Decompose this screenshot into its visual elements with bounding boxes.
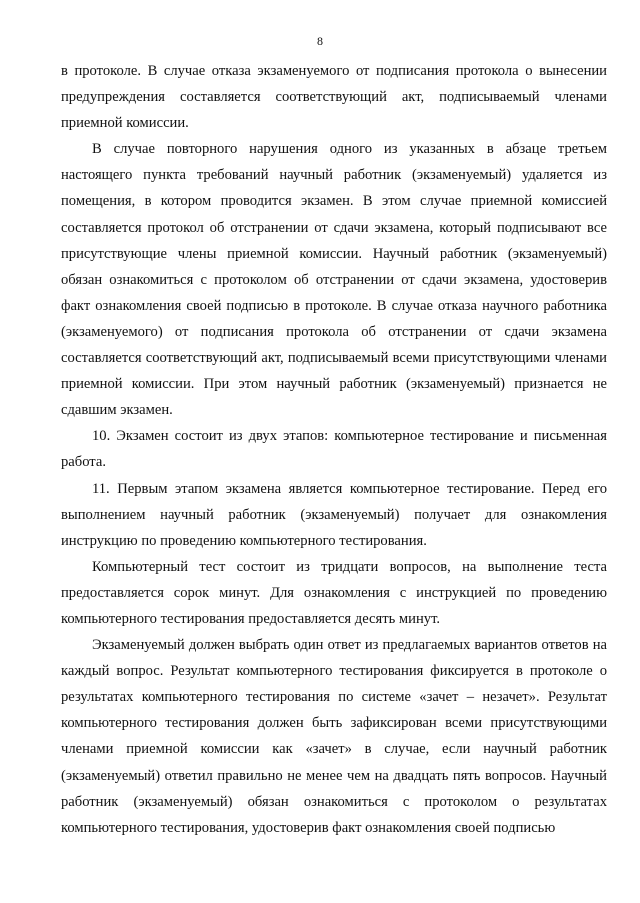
document-body	[61, 58, 607, 841]
paragraph-item-10: 10. Экзамен состоит из двух этапов: компьютерное тестирование и письменная работа.	[61, 428, 607, 471]
paragraph-continuation: в протоколе. В случае отказа экзаменуемого от подписания протокола о вынесении предупреждения составляется соответствующий акт, подписываемый членами приемной комиссии.	[61, 63, 607, 132]
page-number: 8	[317, 34, 323, 48]
paragraph-item-11: 11. Первым этапом экзамена является компьютерное тестирование. Перед его выполнением научный работник (экзаменуемый) получает для ознакомления инструкцию по проведению компьютерного тестирования.	[61, 480, 607, 549]
paragraph-test-duration: Компьютерный тест состоит из тридцати вопросов, на выполнение теста предоставляется сорок минут. Для ознакомления с инструкцией по проведению компьютерного тестирования предоставляется десять минут.	[61, 558, 607, 627]
paragraph-repeated-violation: В случае повторного нарушения одного из указанных в абзаце третьем настоящего пункта требований научный работник (экзаменуемый) удаляется из помещения, в котором проводится экзамен. В этом случае приемной комиссией составляется протокол об отстранении от сдачи экзамена, который подписывают все присутствующие члены приемной комиссии. Научный работник (экзаменуемый) обязан ознакомиться с протоколом об отстранении от сдачи экзамена, удостоверив факт ознакомления своей подписью в протоколе. В случае отказа научного работника (экзаменуемого) от подписания протокола об отстранении от сдачи экзамена составляется соответствующий акт, подписываемый всеми присутствующими членами приемной комиссии. При этом научный работник (экзаменуемый) признается не сдавшим экзамен.	[61, 141, 607, 419]
paragraph-test-result: Экзаменуемый должен выбрать один ответ из предлагаемых вариантов ответов на каждый вопрос. Результат компьютерного тестирования фиксируется в протоколе о результатах компьютерного тестирования по системе «зачет – незачет». Результат компьютерного тестирования должен быть зафиксирован всеми присутствующими членами приемной комиссии как «зачет» в случае, если научный работник (экзаменуемый) ответил правильно не менее чем на двадцать пять вопросов. Научный работник (экзаменуемый) обязан ознакомиться с протоколом о результатах компьютерного тестирования, удостоверив факт ознакомления своей подписью	[61, 637, 607, 836]
